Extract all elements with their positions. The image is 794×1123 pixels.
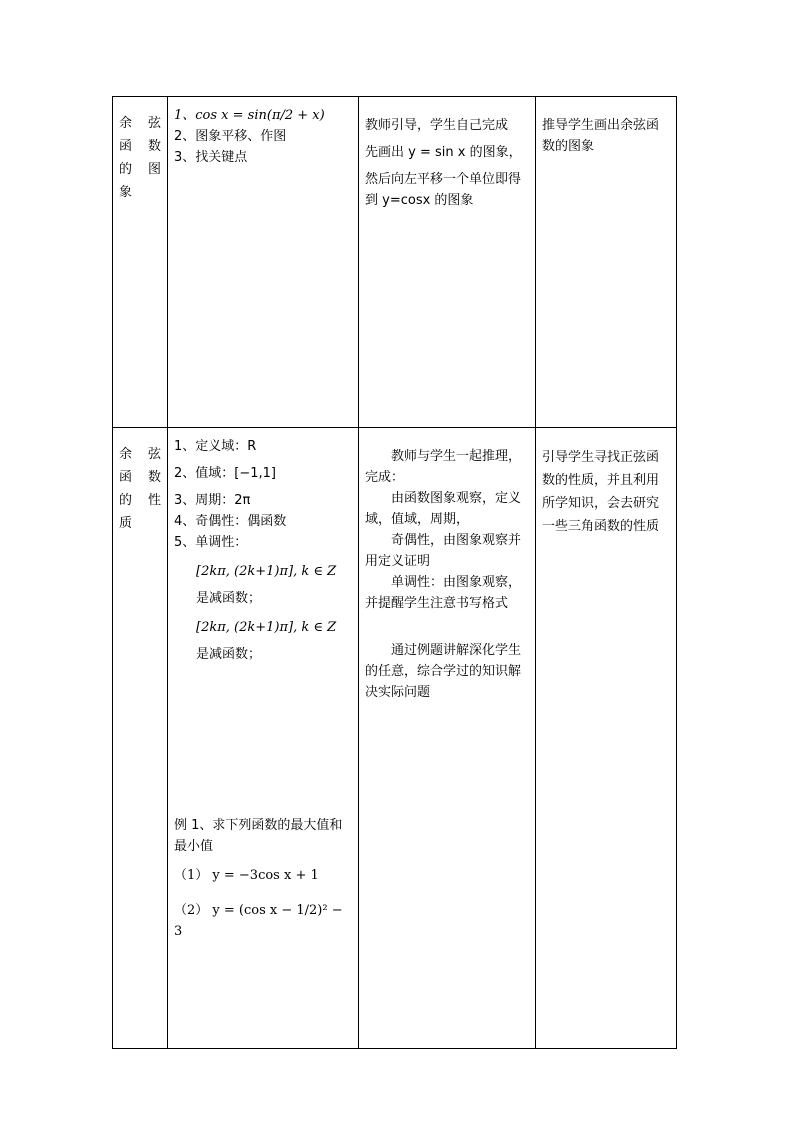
property-line: 3、周期：2π — [174, 493, 251, 508]
activity-text: 单调性：由图象观察，并提醒学生注意书写格式 — [365, 575, 522, 611]
property-line: 4、奇偶性：偶函数 — [174, 514, 287, 529]
property-line: 1、定义域：R — [174, 439, 257, 454]
property-line: 5、单调性： — [174, 535, 248, 550]
content-cell — [168, 97, 359, 428]
design-intent-text: 引导学生寻找正弦函数的性质，并且利用所学知识，会去研究一些三角函数的性质 — [542, 450, 660, 534]
section-title-cell: 余 弦 函 数 的 图 象 — [113, 97, 168, 428]
monotonic-interval: [2kπ, (2k+1)π], k ∈ Z — [196, 620, 337, 635]
design-intent-cell — [536, 428, 677, 1049]
content-cell — [168, 428, 359, 1049]
design-intent-cell — [536, 97, 677, 428]
monotonic-note: 是减函数； — [196, 591, 262, 606]
activity-text: 奇偶性，由图象观察并用定义证明 — [365, 533, 522, 569]
design-intent-text: 推导学生画出余弦函数的图象 — [542, 118, 660, 154]
lesson-plan-table — [112, 96, 677, 1049]
property-line: 2、值域：[−1,1] — [174, 466, 276, 481]
activity-text: 教师引导，学生自己完成 — [365, 118, 509, 133]
teacher-student-activity-cell — [359, 97, 536, 428]
table-row-cosine-graph — [113, 97, 677, 428]
activity-text: 先画出 y = sin x 的图象， — [365, 145, 522, 160]
monotonic-note: 是减函数； — [196, 647, 262, 662]
content-line: 3、找关键点 — [174, 150, 248, 165]
example-title: 例 1、求下列函数的最大值和最小值 — [174, 818, 343, 854]
teacher-student-activity-cell — [359, 428, 536, 1049]
example-item: （2） y = (cos x − 1/2)² − 3 — [174, 903, 343, 939]
activity-text: 然后向左平移一个单位即得到 y=cosx 的图象 — [365, 172, 522, 208]
activity-text: 通过例题讲解深化学生的任意，综合学过的知识解决实际问题 — [365, 643, 522, 700]
activity-text: 教师与学生一起推理，完成： — [365, 449, 522, 485]
content-line: 1、cos x = sin(π/2 + x) — [174, 108, 325, 123]
activity-text: 由函数图象观察，定义域，值域，周期， — [365, 491, 522, 527]
content-line: 2、图象平移、作图 — [174, 129, 287, 144]
monotonic-interval: [2kπ, (2k+1)π], k ∈ Z — [196, 564, 337, 579]
table-row-cosine-properties — [113, 428, 677, 1049]
section-title-cell: 余 弦 函 数 的 性 质 — [113, 428, 168, 1049]
example-item: （1） y = −3cos x + 1 — [174, 868, 319, 883]
